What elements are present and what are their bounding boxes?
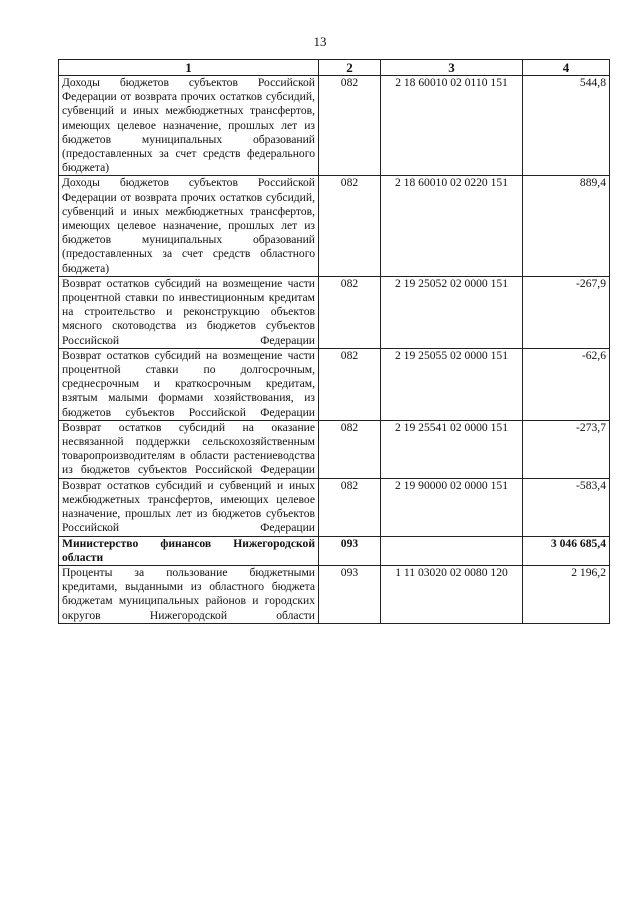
row-amount: 2 196,2: [523, 565, 610, 623]
row-admin-code: 082: [319, 420, 381, 478]
row-admin-code: 082: [319, 176, 381, 276]
row-admin-code: 093: [319, 565, 381, 623]
table-row: [59, 348, 610, 420]
row-kbk: 2 19 25052 02 0000 151: [381, 276, 523, 348]
row-amount: 544,8: [523, 76, 610, 176]
row-kbk: [381, 536, 523, 565]
row-amount: 3 046 685,4: [523, 536, 610, 565]
table-row: [59, 176, 610, 276]
row-amount: -583,4: [523, 478, 610, 536]
row-description: Возврат остатков субсидий на возмещение части процентной ставки по долгосрочным, среднесрочным и краткосрочным кредитам, взятым малыми формами хозяйствования, из бюджетов субъектов Российской Федерации: [59, 348, 319, 420]
table-row: [59, 276, 610, 348]
row-kbk: 2 19 25541 02 0000 151: [381, 420, 523, 478]
row-kbk: 2 19 25055 02 0000 151: [381, 348, 523, 420]
table-row: [59, 565, 610, 623]
table-row: [59, 76, 610, 176]
column-header-2: 2: [319, 60, 381, 76]
row-admin-code: 093: [319, 536, 381, 565]
table-row: [59, 420, 610, 478]
row-kbk: 2 18 60010 02 0110 151: [381, 76, 523, 176]
row-description: Возврат остатков субсидий и субвенций и иных межбюджетных трансфертов, имеющих целевое назначение, прошлых лет из бюджетов субъектов Российской Федерации: [59, 478, 319, 536]
row-kbk: 2 19 90000 02 0000 151: [381, 478, 523, 536]
row-admin-code: 082: [319, 478, 381, 536]
table-row-ministry: [59, 536, 610, 565]
page-number: 13: [313, 34, 327, 49]
row-kbk: 2 18 60010 02 0220 151: [381, 176, 523, 276]
table-header-row: [59, 60, 610, 76]
row-description: Министерство финансов Нижегородской области: [59, 536, 319, 565]
row-description: Доходы бюджетов субъектов Российской Федерации от возврата прочих остатков субсидий, субвенций и иных межбюджетных трансфертов, имеющих целевое назначение, прошлых лет из бюджетов муниципальных образований (предоставленных за счет средств областного бюджета): [59, 176, 319, 276]
row-kbk: 1 11 03020 02 0080 120: [381, 565, 523, 623]
row-admin-code: 082: [319, 348, 381, 420]
row-description: Возврат остатков субсидий на оказание несвязанной поддержки сельскохозяйственным товаропроизводителям в области растениеводства из бюджетов субъектов Российской Федерации: [59, 420, 319, 478]
row-amount: -62,6: [523, 348, 610, 420]
row-description: Доходы бюджетов субъектов Российской Федерации от возврата прочих остатков субсидий, субвенций и иных межбюджетных трансфертов, имеющих целевое назначение, прошлых лет из бюджетов муниципальных образований (предоставленных за счет средств федерального бюджета): [59, 76, 319, 176]
row-admin-code: 082: [319, 76, 381, 176]
column-header-1: 1: [59, 60, 319, 76]
row-admin-code: 082: [319, 276, 381, 348]
table-row: [59, 478, 610, 536]
row-amount: -273,7: [523, 420, 610, 478]
row-description: Возврат остатков субсидий на возмещение части процентной ставки по инвестиционным кредитам на строительство и реконструкцию объектов мясного скотоводства из бюджетов субъектов Российской Федерации: [59, 276, 319, 348]
column-header-4: 4: [523, 60, 610, 76]
row-amount: 889,4: [523, 176, 610, 276]
row-amount: -267,9: [523, 276, 610, 348]
column-header-3: 3: [381, 60, 523, 76]
row-description: Проценты за пользование бюджетными кредитами, выданными из областного бюджета бюджетам муниципальных районов и городских округов Нижегородской области: [59, 565, 319, 623]
budget-table: [58, 59, 610, 624]
